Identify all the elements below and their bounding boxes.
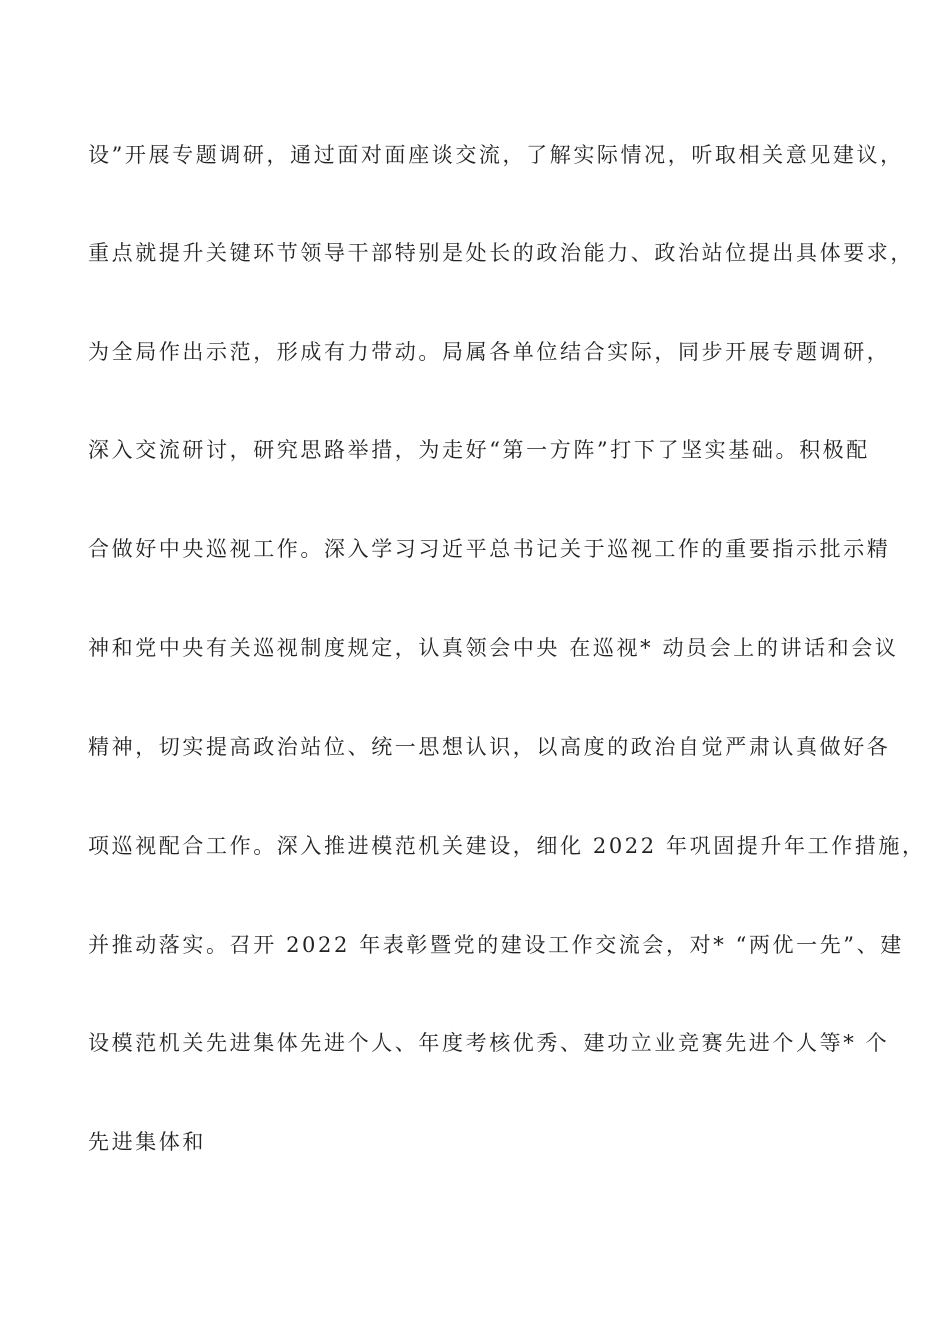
body-text-line: 先进集体和 <box>88 1130 206 1154</box>
body-text-line: 神和党中央有关巡视制度规定，认真领会中央 在巡视* 动员会上的讲话和会议 <box>88 636 899 660</box>
body-text-line: 精神，切实提高政治站位、统一思想认识，以高度的政治自觉严肃认真做好各 <box>88 735 891 759</box>
body-text-line: 合做好中央巡视工作。深入学习习近平总书记关于巡视工作的重要指示批示精 <box>88 537 891 561</box>
body-text-line: 为全局作出示范，形成有力带动。局属各单位结合实际，同步开展专题调研， <box>88 340 891 364</box>
body-text-line: 设模范机关先进集体先进个人、年度考核优秀、建功立业竞赛先进个人等* 个 <box>88 1031 890 1055</box>
body-text-line: 设”开展专题调研，通过面对面座谈交流，了解实际情况，听取相关意见建议， <box>88 143 904 167</box>
body-text-line: 并推动落实。召开 2022 年表彰暨党的建设工作交流会，对* “两优一先”、建 <box>88 933 904 957</box>
body-text-line: 项巡视配合工作。深入推进模范机关建设，细化 2022 年巩固提升年工作措施， <box>88 834 926 858</box>
body-text-line: 深入交流研讨，研究思路举措，为走好“第一方阵”打下了坚实基础。积极配 <box>88 438 870 462</box>
body-text-line: 重点就提升关键环节领导干部特别是处长的政治能力、政治站位提出具体要求， <box>88 241 914 265</box>
